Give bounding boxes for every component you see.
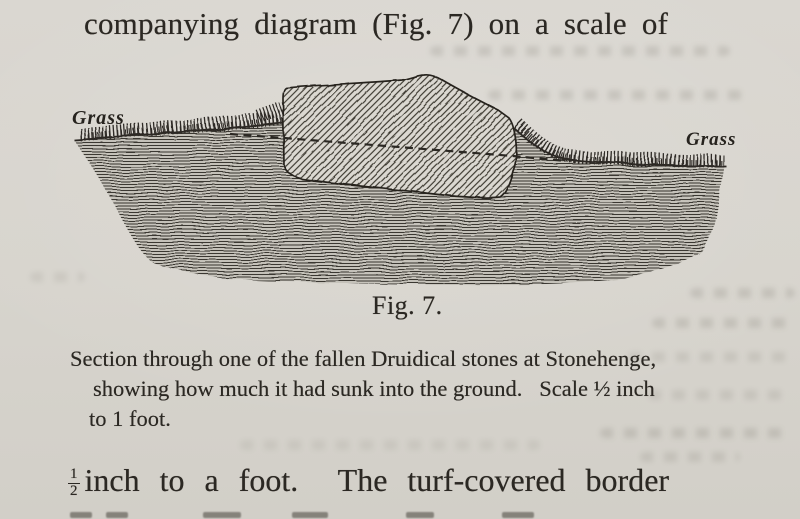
body-text-bottom xyxy=(68,462,669,500)
caption-line: Section through one of the fallen Druidical stones at Stonehenge, xyxy=(70,346,657,371)
cropped-next-line-glyphs xyxy=(203,512,241,518)
body-text-top: companying diagram (Fig. 7) on a scale of xyxy=(84,6,669,41)
fraction-denominator: 2 xyxy=(70,482,78,499)
cropped-next-line-glyphs xyxy=(406,512,434,518)
stone-group xyxy=(283,75,516,198)
fraction-one-half xyxy=(68,467,80,500)
cropped-next-line-glyphs xyxy=(292,512,328,518)
grass-label-right: Grass xyxy=(686,129,737,150)
cropped-next-line-glyphs xyxy=(106,512,128,518)
fraction-numerator: 1 xyxy=(70,466,78,482)
caption-line: showing how much it had sunk into the ground. Scale ½ inch xyxy=(93,376,655,401)
cropped-next-line-glyphs xyxy=(70,512,92,518)
body-text-bottom-line: inch to a foot. The turf-covered border xyxy=(84,462,670,498)
grass-label-left: Grass xyxy=(72,107,125,129)
cropped-next-line-glyphs xyxy=(502,512,534,518)
figure-number: Fig. 7. xyxy=(372,291,443,320)
caption-line: to 1 foot. xyxy=(89,406,171,431)
stone-section-hatching xyxy=(283,75,516,198)
figure-caption xyxy=(70,344,750,434)
